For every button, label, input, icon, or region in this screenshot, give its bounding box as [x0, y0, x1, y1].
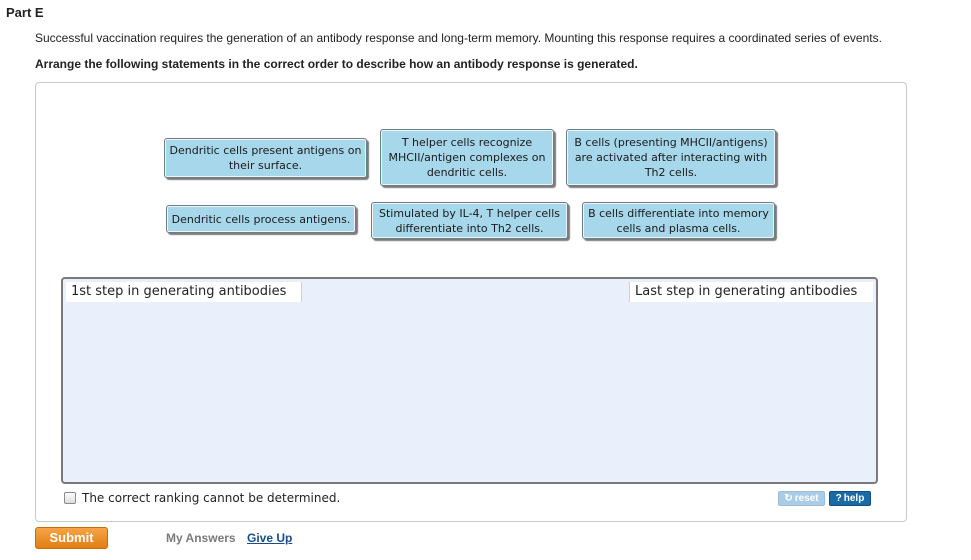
give-up-link[interactable]: Give Up: [247, 531, 293, 545]
draggable-card[interactable]: [582, 202, 775, 239]
card-label: B cells differentiate into memory cells and plasma cells.: [588, 206, 769, 235]
help-icon: ?: [835, 493, 842, 504]
cannot-determine-row: [64, 491, 340, 505]
submit-button[interactable]: Submit: [35, 527, 108, 549]
part-title: Part E: [6, 5, 44, 20]
help-button-label: help: [843, 493, 865, 504]
draggable-card[interactable]: [164, 138, 367, 178]
reset-button[interactable]: [778, 491, 825, 506]
intro-text: Successful vaccination requires the generation of an antibody response and long-term memory. Mounting this response requires a coordinated series of events.: [35, 31, 882, 45]
draggable-card[interactable]: [166, 205, 356, 233]
card-label: T helper cells recognize MHCII/antigen complexes on dendritic cells.: [388, 136, 546, 179]
reset-icon: ↻: [784, 493, 793, 504]
cannot-determine-label: The correct ranking cannot be determined.: [82, 491, 341, 505]
reset-button-label: reset: [794, 493, 819, 504]
ranking-drop-zone[interactable]: [61, 277, 878, 484]
card-label: B cells (presenting MHCII/antigens) are activated after interacting with Th2 cells.: [574, 136, 768, 179]
cannot-determine-checkbox[interactable]: [64, 492, 76, 504]
last-step-label: Last step in generating antibodies: [629, 282, 873, 302]
card-label: Dendritic cells present antigens on their surface.: [169, 144, 362, 172]
instruction-text: Arrange the following statements in the correct order to describe how an antibody response is generated.: [35, 57, 638, 71]
draggable-card[interactable]: [371, 202, 568, 239]
draggable-card[interactable]: [380, 129, 554, 186]
draggable-card[interactable]: [566, 129, 776, 186]
my-answers-link[interactable]: My Answers: [166, 531, 236, 545]
card-label: Dendritic cells process antigens.: [171, 212, 351, 226]
card-label: Stimulated by IL-4, T helper cells differentiate into Th2 cells.: [379, 206, 560, 235]
help-button[interactable]: [829, 491, 871, 506]
first-step-label: 1st step in generating antibodies: [66, 282, 302, 302]
